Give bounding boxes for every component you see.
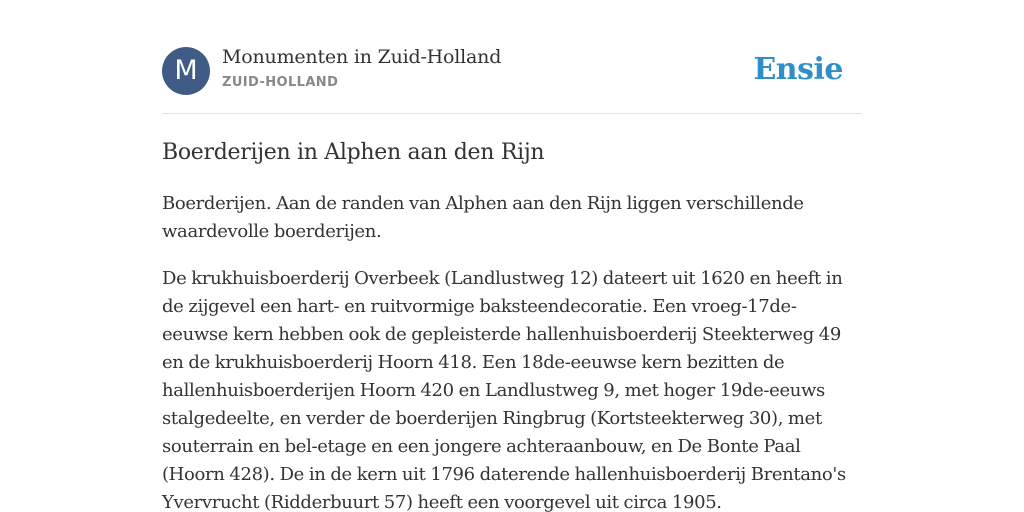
- article: [162, 136, 862, 512]
- header-divider: [162, 113, 862, 114]
- site-subtitle: ZUID-HOLLAND: [222, 75, 339, 90]
- brand-logo[interactable]: Ensie: [753, 52, 843, 87]
- site-header: [162, 46, 862, 96]
- article-title: Boerderijen in Alphen aan den Rijn: [162, 140, 545, 165]
- site-title[interactable]: Monumenten in Zuid-Holland: [222, 46, 502, 68]
- avatar[interactable]: M: [162, 47, 210, 95]
- article-paragraph: De krukhuisboerderij Overbeek (Landlustweg 12) dateert uit 1620 en heeft in de zijgevel een hart- en ruitvormige baksteendecoratie. Een vroeg-17de-eeuwse kern hebben ook de gepleisterde hallenhuisboerderij Steekterweg 49 en de krukhuisboerderij Hoorn 418. Een 18de-eeuwse kern bezitten de hallenhuisboerderijen Hoorn 420 en Landlustweg 9, met hoger 19de-eeuws stalgedeelte, en verder de boerderijen Ringbrug (Kortsteekterweg 30), met souterrain en bel-etage en een jongere achteraanbouw, en De Bonte Paal (Hoorn 428). De in de kern uit 1796 daterende hallenhuisboerderij Brentano's Yvervrucht (Ridderbuurt 57) heeft een voorgevel uit circa 1905.: [162, 268, 846, 512]
- article-paragraph: Boerderijen. Aan de randen van Alphen aan den Rijn liggen verschillende waardevolle boerderijen.: [162, 193, 804, 242]
